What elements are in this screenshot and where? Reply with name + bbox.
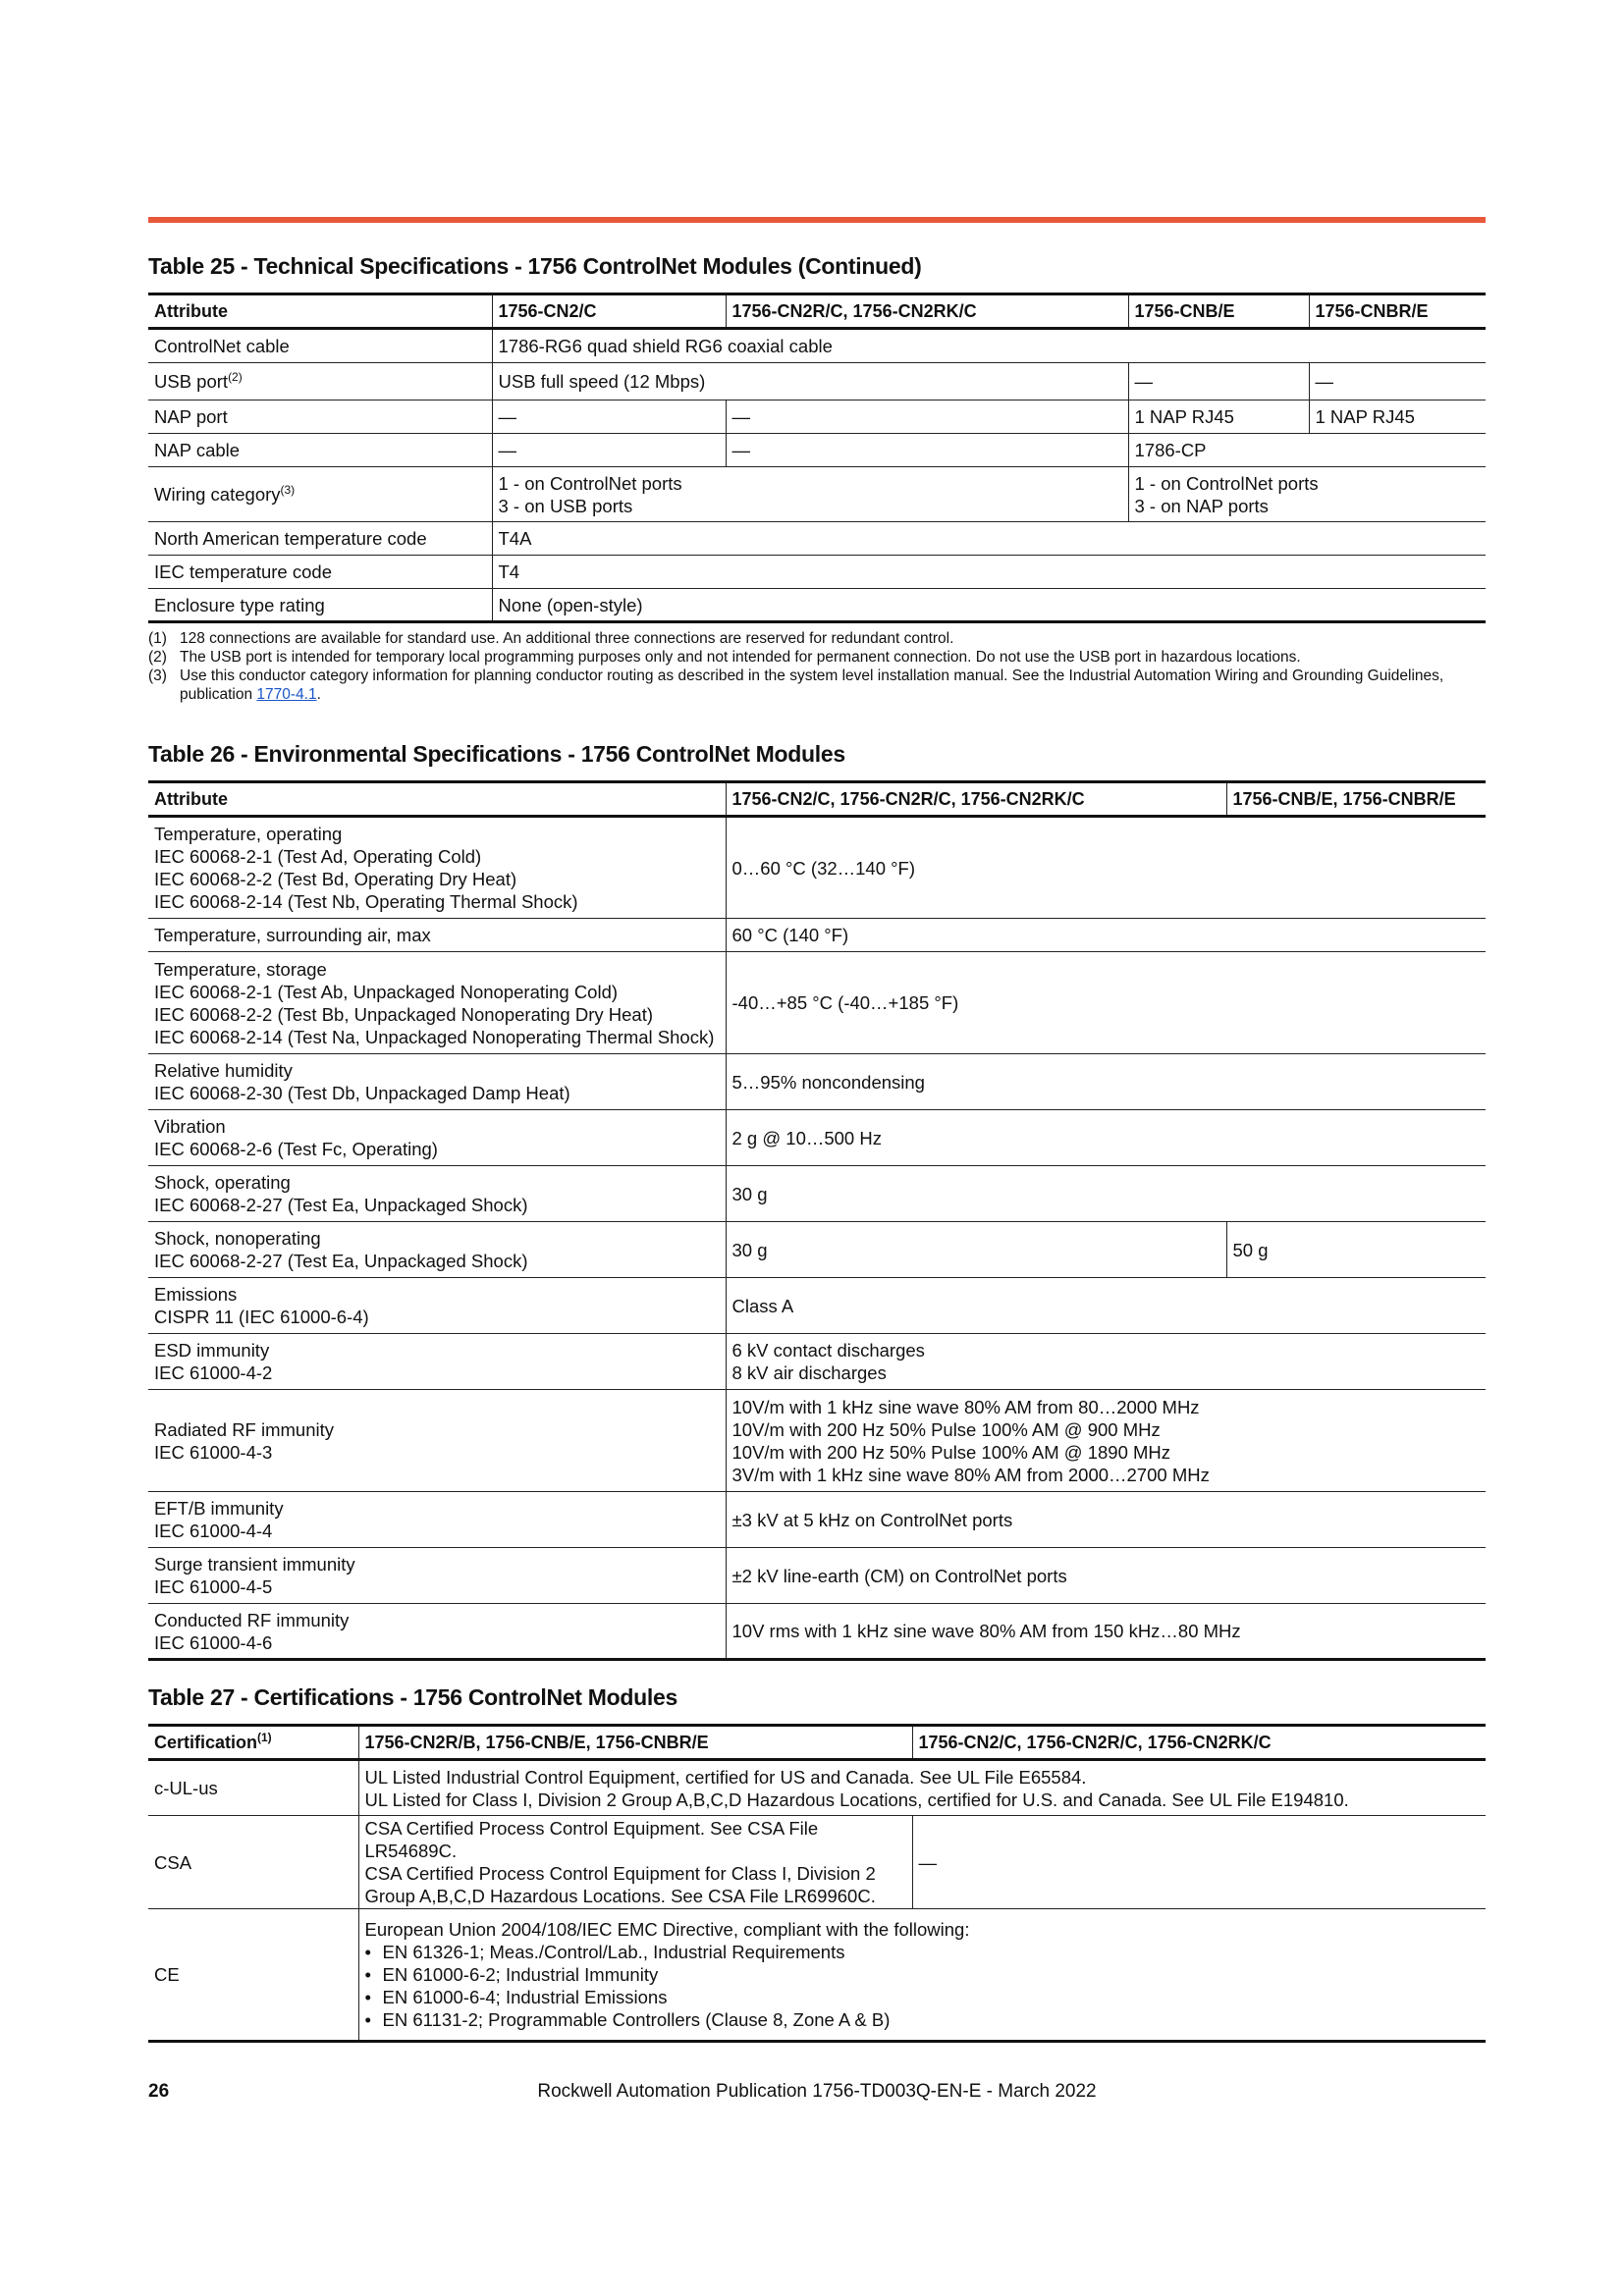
attribute-cell: Vibration IEC 60068-2-6 (Test Fc, Operating) <box>148 1110 726 1166</box>
table-row <box>148 1054 1486 1110</box>
table-header-row <box>148 1726 1486 1760</box>
value-cell: 50 g <box>1226 1222 1486 1278</box>
value-cell: 60 °C (140 °F) <box>726 919 1486 952</box>
table-row <box>148 1760 1486 1816</box>
table-row <box>148 1166 1486 1222</box>
table-26-section <box>148 741 1486 1661</box>
list-item: • EN 61000-6-2; Industrial Immunity <box>365 1963 1481 1986</box>
attribute-cell: NAP port <box>148 400 492 434</box>
attribute-cell: Emissions CISPR 11 (IEC 61000-6-4) <box>148 1278 726 1334</box>
column-header: 1756-CN2R/C, 1756-CN2RK/C <box>726 294 1128 329</box>
value-cell: — <box>1309 363 1486 400</box>
table-row <box>148 1110 1486 1166</box>
table-row <box>148 1909 1486 2042</box>
column-header: Attribute <box>148 782 726 817</box>
value-cell: 30 g <box>726 1166 1486 1222</box>
footnote-ref: (3) <box>280 482 296 497</box>
column-header: 1756-CN2/C, 1756-CN2R/C, 1756-CN2RK/C <box>726 782 1226 817</box>
table-row <box>148 1278 1486 1334</box>
certification-value: — <box>912 1816 1486 1909</box>
attribute-cell: Surge transient immunity IEC 61000-4-5 <box>148 1548 726 1604</box>
table-25-section <box>148 253 1486 704</box>
value-cell: 1 - on ControlNet ports 3 - on NAP ports <box>1128 467 1486 522</box>
column-header-label: Certification <box>154 1732 258 1752</box>
table-row <box>148 363 1486 400</box>
table-row <box>148 556 1486 589</box>
value-cell: 5…95% noncondensing <box>726 1054 1486 1110</box>
table-row <box>148 434 1486 467</box>
footnote-text: Use this conductor category information for planning conductor routing as described in the system level installation manual. See the Industrial Automation Wiring and Grounding Guidelines, publication <box>180 667 1444 703</box>
attribute-cell: NAP cable <box>148 434 492 467</box>
table-row <box>148 919 1486 952</box>
value-cell: — <box>492 400 726 434</box>
column-header: 1756-CN2/C <box>492 294 726 329</box>
table-26 <box>148 780 1486 1661</box>
table-row <box>148 952 1486 1054</box>
publication-info: Rockwell Automation Publication 1756-TD003Q-EN-E - March 2022 <box>537 2081 1097 2102</box>
certification-value <box>358 1909 1486 2042</box>
attribute-cell: Temperature, surrounding air, max <box>148 919 726 952</box>
ce-standards-list <box>365 1941 1481 2031</box>
header-accent-rule <box>148 217 1486 223</box>
value-cell: 6 kV contact discharges 8 kV air discharges <box>726 1334 1486 1390</box>
table-25-title: Table 25 - Technical Specifications - 1756 ControlNet Modules (Continued) <box>148 253 922 279</box>
column-header <box>148 1726 358 1760</box>
value-cell: 2 g @ 10…500 Hz <box>726 1110 1486 1166</box>
footnote-number: (3) <box>148 667 167 684</box>
table-row <box>148 1604 1486 1660</box>
value-cell: -40…+85 °C (-40…+185 °F) <box>726 952 1486 1054</box>
attribute-cell: ESD immunity IEC 61000-4-2 <box>148 1334 726 1390</box>
value-cell: 1 - on ControlNet ports 3 - on USB ports <box>492 467 1128 522</box>
table-row <box>148 1816 1486 1909</box>
ce-intro: European Union 2004/108/IEC EMC Directive, compliant with the following: <box>364 1919 970 1940</box>
value-cell: 30 g <box>726 1222 1226 1278</box>
footnote-ref: (1) <box>257 1730 272 1744</box>
column-header: 1756-CN2/C, 1756-CN2R/C, 1756-CN2RK/C <box>912 1726 1486 1760</box>
footnote-text: 128 connections are available for standard use. An additional three connections are reserved for redundant control. <box>180 630 954 647</box>
value-cell: 1 NAP RJ45 <box>1309 400 1486 434</box>
value-cell: — <box>726 434 1128 467</box>
footnote <box>148 667 1486 704</box>
footnote <box>148 629 1486 648</box>
column-header: 1756-CN2R/B, 1756-CNB/E, 1756-CNBR/E <box>358 1726 912 1760</box>
attribute-cell: North American temperature code <box>148 522 492 556</box>
value-cell: — <box>726 400 1128 434</box>
table-header-row <box>148 294 1486 329</box>
footnote-number: (1) <box>148 630 167 647</box>
table-row <box>148 817 1486 919</box>
attribute-cell: Temperature, operating IEC 60068-2-1 (Test Ad, Operating Cold) IEC 60068-2-2 (Test Bd, Operating Dry Heat) IEC 60068-2-14 (Test Nb, Operating Thermal Shock) <box>148 817 726 919</box>
footnote-text-end: . <box>316 686 321 703</box>
attribute-cell: Temperature, storage IEC 60068-2-1 (Test Ab, Unpackaged Nonoperating Cold) IEC 60068-2-2 (Test Bb, Unpackaged Nonoperating Dry Heat) IEC 60068-2-14 (Test Na, Unpackaged Nonoperating Thermal Shock) <box>148 952 726 1054</box>
publication-link[interactable]: 1770-4.1 <box>256 686 317 703</box>
value-cell: 10V rms with 1 kHz sine wave 80% AM from 150 kHz…80 MHz <box>726 1604 1486 1660</box>
certification-value: UL Listed Industrial Control Equipment, certified for US and Canada. See UL File E65584. UL Listed for Class I, Division 2 Group A,B,C,D Hazardous Locations, certified for U.S. and Canada. See UL File E194810. <box>358 1760 1486 1816</box>
certification-name: CE <box>148 1909 358 2042</box>
attribute-cell: Conducted RF immunity IEC 61000-4-6 <box>148 1604 726 1660</box>
certification-value: CSA Certified Process Control Equipment. See CSA File LR54689C. CSA Certified Process Control Equipment for Class I, Division 2 Group A,B,C,D Hazardous Locations. See CSA File LR69960C. <box>358 1816 912 1909</box>
table-27 <box>148 1724 1486 2043</box>
table-row <box>148 400 1486 434</box>
attribute-cell: Shock, nonoperating IEC 60068-2-27 (Test Ea, Unpackaged Shock) <box>148 1222 726 1278</box>
attribute-cell: IEC temperature code <box>148 556 492 589</box>
table-header-row <box>148 782 1486 817</box>
table-row <box>148 1334 1486 1390</box>
list-item: • EN 61000-6-4; Industrial Emissions <box>365 1986 1481 2008</box>
attribute-cell <box>148 467 492 522</box>
value-cell: Class A <box>726 1278 1486 1334</box>
value-cell: 0…60 °C (32…140 °F) <box>726 817 1486 919</box>
table-row <box>148 329 1486 363</box>
value-cell: ±2 kV line-earth (CM) on ControlNet ports <box>726 1548 1486 1604</box>
table-row <box>148 1222 1486 1278</box>
attribute-cell: ControlNet cable <box>148 329 492 363</box>
list-item: • EN 61131-2; Programmable Controllers (Clause 8, Zone A & B) <box>365 2008 1481 2031</box>
value-cell: — <box>1128 363 1309 400</box>
attribute-cell: Relative humidity IEC 60068-2-30 (Test Db, Unpackaged Damp Heat) <box>148 1054 726 1110</box>
attribute-cell: EFT/B immunity IEC 61000-4-4 <box>148 1492 726 1548</box>
column-header: 1756-CNB/E <box>1128 294 1309 329</box>
footnote-text-container <box>180 667 1486 704</box>
table-25 <box>148 293 1486 623</box>
table-row <box>148 1390 1486 1492</box>
attribute-cell: Enclosure type rating <box>148 589 492 622</box>
attribute-cell <box>148 363 492 400</box>
column-header: 1756-CNB/E, 1756-CNBR/E <box>1226 782 1486 817</box>
table-25-footnotes <box>148 629 1486 704</box>
table-26-title: Table 26 - Environmental Specifications - 1756 ControlNet Modules <box>148 741 845 767</box>
value-cell: 1 NAP RJ45 <box>1128 400 1309 434</box>
value-cell: USB full speed (12 Mbps) <box>492 363 1128 400</box>
attribute-label: USB port <box>154 371 229 392</box>
attribute-cell: Shock, operating IEC 60068-2-27 (Test Ea, Unpackaged Shock) <box>148 1166 726 1222</box>
value-cell: None (open-style) <box>492 589 1486 622</box>
footnote <box>148 648 1486 667</box>
table-row <box>148 1548 1486 1604</box>
table-27-title: Table 27 - Certifications - 1756 ControlNet Modules <box>148 1684 677 1710</box>
value-cell: T4 <box>492 556 1486 589</box>
value-cell: ±3 kV at 5 kHz on ControlNet ports <box>726 1492 1486 1548</box>
table-row <box>148 467 1486 522</box>
value-cell: 10V/m with 1 kHz sine wave 80% AM from 80…2000 MHz 10V/m with 200 Hz 50% Pulse 100% AM @ 900 MHz 10V/m with 200 Hz 50% Pulse 100% AM @ 1890 MHz 3V/m with 1 kHz sine wave 80% AM from 2000…2700 MHz <box>726 1390 1486 1492</box>
footnote-text: The USB port is intended for temporary local programming purposes only and not intended for permanent connection. Do not use the USB port in hazardous locations. <box>180 649 1301 666</box>
certification-name: CSA <box>148 1816 358 1909</box>
attribute-label: Wiring category <box>154 484 281 505</box>
value-cell: 1786-RG6 quad shield RG6 coaxial cable <box>492 329 1486 363</box>
attribute-cell: Radiated RF immunity IEC 61000-4-3 <box>148 1390 726 1492</box>
value-cell: — <box>492 434 726 467</box>
page-number: 26 <box>148 2081 170 2102</box>
column-header: 1756-CNBR/E <box>1309 294 1486 329</box>
certification-name: c-UL-us <box>148 1760 358 1816</box>
table-row <box>148 1492 1486 1548</box>
footnote-ref: (2) <box>228 369 243 384</box>
table-27-section <box>148 1684 1486 2043</box>
table-row <box>148 589 1486 622</box>
table-row <box>148 522 1486 556</box>
value-cell: T4A <box>492 522 1486 556</box>
value-cell: 1786-CP <box>1128 434 1486 467</box>
column-header: Attribute <box>148 294 492 329</box>
footnote-number: (2) <box>148 649 167 666</box>
list-item: • EN 61326-1; Meas./Control/Lab., Industrial Requirements <box>365 1941 1481 1963</box>
